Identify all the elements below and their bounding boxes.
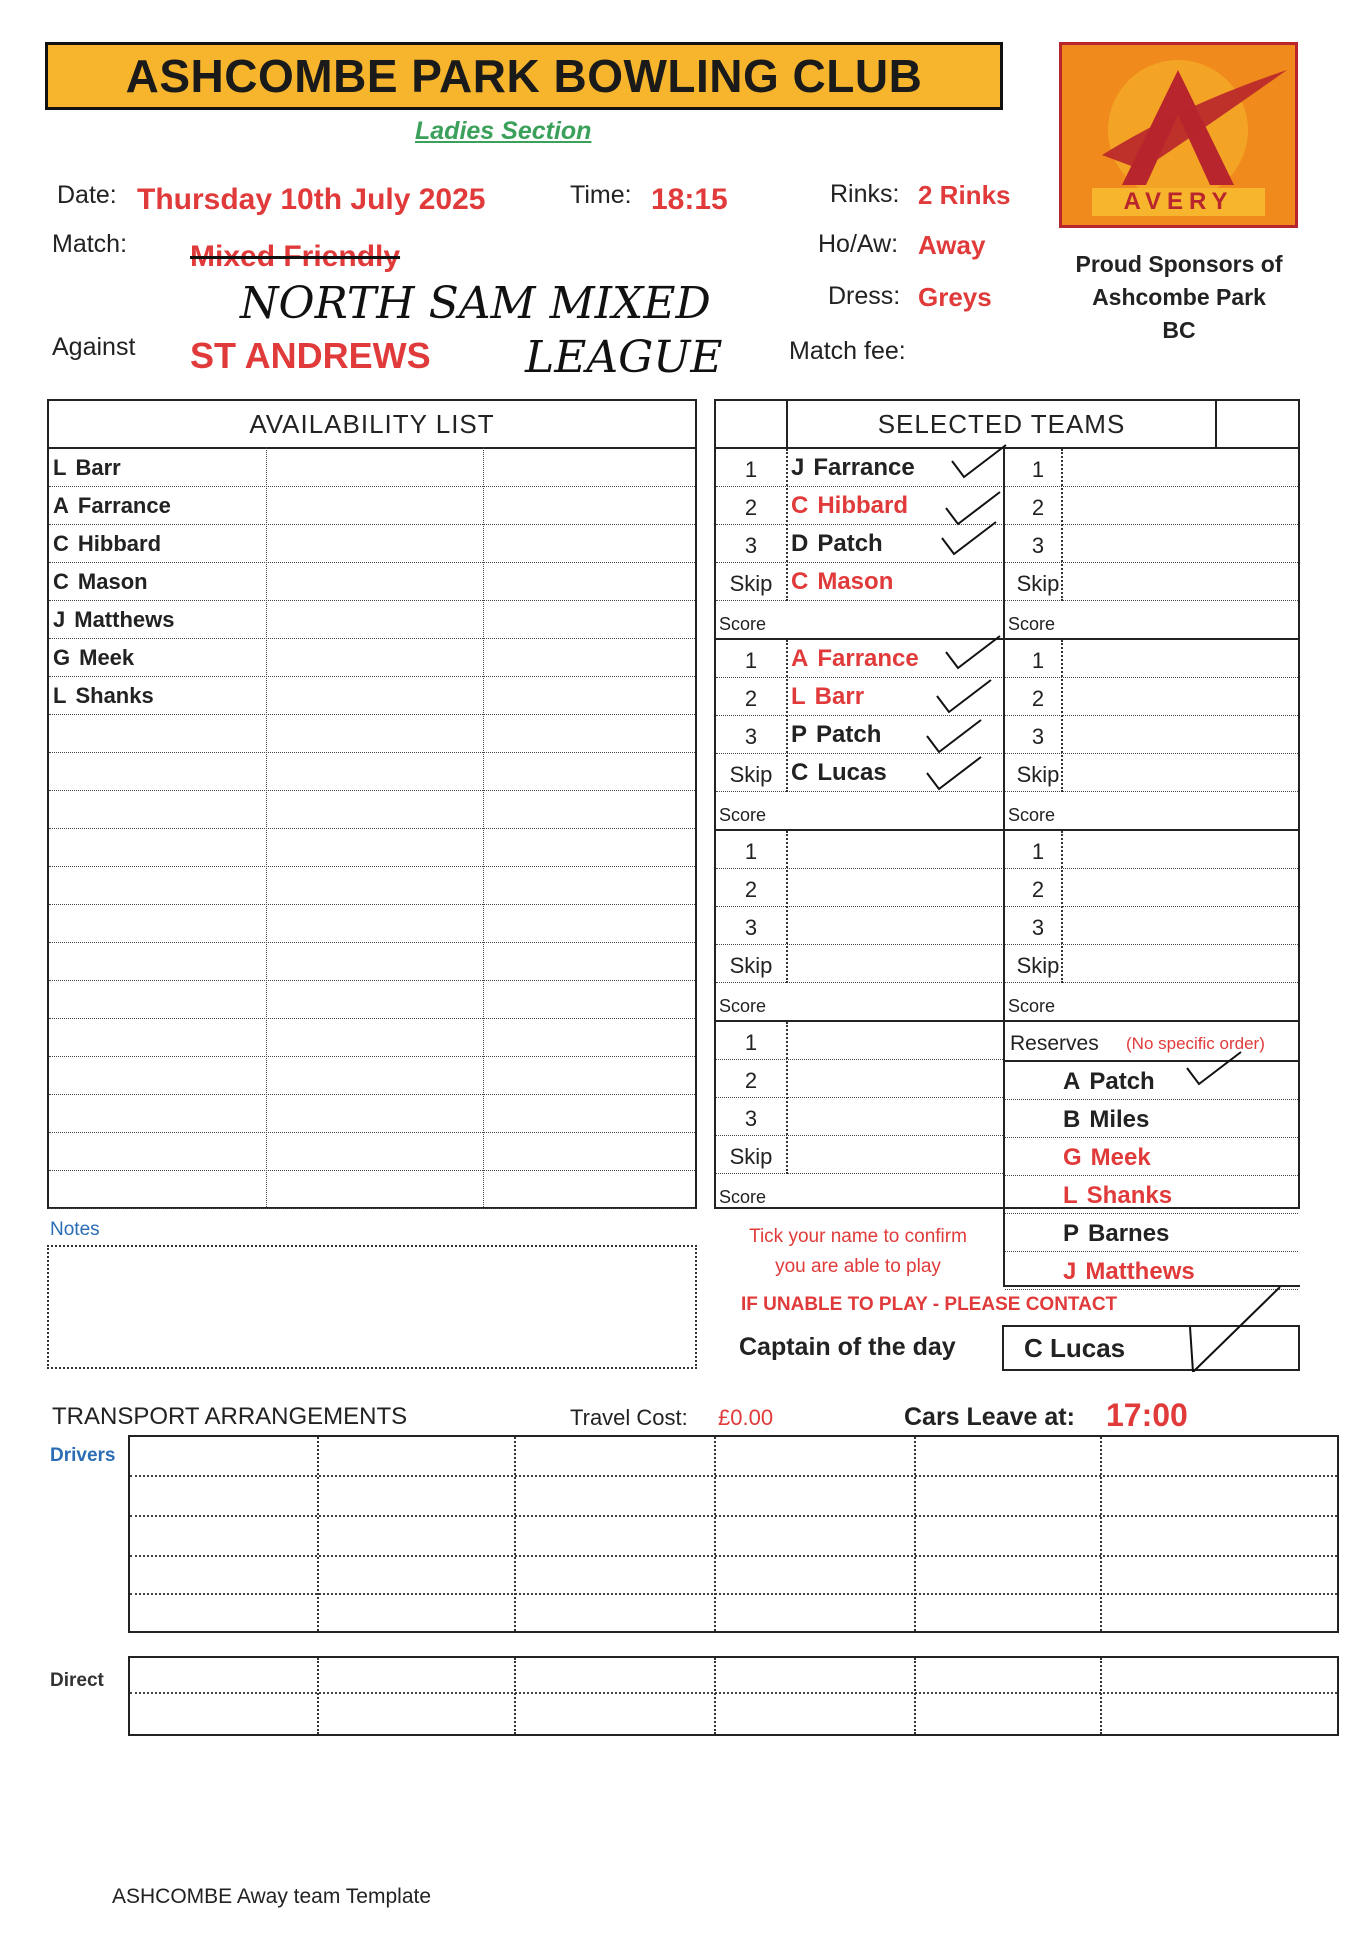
availability-name: C Hibbard bbox=[53, 531, 162, 556]
position-label: 1 bbox=[744, 457, 758, 482]
team-row[interactable] bbox=[716, 907, 1298, 945]
position-label: 3 bbox=[1031, 533, 1045, 558]
position-label: 3 bbox=[744, 533, 758, 558]
availability-row[interactable] bbox=[49, 753, 695, 791]
reserve-row[interactable] bbox=[1005, 1176, 1298, 1214]
player-name: A Farrance bbox=[791, 645, 919, 672]
captain-tick-icon bbox=[1185, 1282, 1285, 1372]
check-tick-icon bbox=[940, 520, 1000, 560]
dress-label: Dress: bbox=[828, 282, 901, 310]
match-handwritten-2: LEAGUE bbox=[525, 332, 723, 383]
player-name: L Barr bbox=[791, 683, 865, 710]
availability-row[interactable] bbox=[49, 867, 695, 905]
divider bbox=[786, 640, 788, 792]
score-label: Score bbox=[719, 996, 767, 1016]
team-row[interactable] bbox=[716, 1098, 1005, 1136]
notes-label: Notes bbox=[50, 1219, 100, 1240]
availability-row[interactable] bbox=[49, 715, 695, 753]
position-label: 3 bbox=[744, 1106, 758, 1131]
player-name: C Hibbard bbox=[791, 492, 909, 519]
availability-row[interactable] bbox=[49, 525, 695, 563]
score-label: Score bbox=[1008, 996, 1056, 1016]
reserve-row[interactable] bbox=[1005, 1062, 1298, 1100]
position-label: 2 bbox=[1031, 495, 1045, 520]
match-fee-label: Match fee: bbox=[789, 337, 906, 365]
score-label: Score bbox=[719, 805, 767, 825]
footer-text: ASHCOMBE Away team Template bbox=[112, 1885, 432, 1908]
availability-row[interactable] bbox=[49, 449, 695, 487]
reserve-name: P Barnes bbox=[1063, 1220, 1170, 1247]
position-label: Skip bbox=[729, 762, 773, 787]
match-handwritten-1: NORTH SAM MIXED bbox=[240, 278, 711, 329]
team-row[interactable] bbox=[716, 640, 1298, 678]
score-label: Score bbox=[1008, 614, 1056, 634]
team-row[interactable] bbox=[716, 525, 1298, 563]
selected-teams-header bbox=[716, 401, 1298, 449]
position-label: 3 bbox=[744, 915, 758, 940]
reserves-note: (No specific order) bbox=[1126, 1034, 1265, 1053]
position-label: 2 bbox=[1031, 686, 1045, 711]
against-value: ST ANDREWS bbox=[190, 335, 431, 376]
position-label: Skip bbox=[1016, 571, 1060, 596]
team-row[interactable] bbox=[716, 869, 1298, 907]
score-label: Score bbox=[719, 1187, 767, 1207]
availability-name: L Shanks bbox=[53, 683, 154, 708]
availability-row[interactable] bbox=[49, 1019, 695, 1057]
reserve-name: L Shanks bbox=[1063, 1182, 1173, 1209]
reserve-row[interactable] bbox=[1005, 1138, 1298, 1176]
availability-row[interactable] bbox=[49, 1171, 695, 1209]
direct-grid[interactable] bbox=[128, 1656, 1339, 1736]
sponsor-line-3: BC bbox=[1162, 317, 1196, 343]
availability-list bbox=[47, 399, 697, 1209]
check-tick-icon bbox=[925, 755, 985, 795]
availability-name: C Mason bbox=[53, 569, 148, 594]
confirm-line-1: Tick your name to confirm bbox=[749, 1226, 967, 1247]
availability-title: AVAILABILITY LIST bbox=[49, 401, 695, 449]
divider bbox=[1061, 831, 1063, 983]
availability-row[interactable] bbox=[49, 563, 695, 601]
availability-divider bbox=[483, 447, 484, 1207]
team-row[interactable] bbox=[716, 716, 1298, 754]
check-tick-icon bbox=[1185, 1050, 1245, 1090]
avery-logo bbox=[1059, 42, 1298, 228]
unable-text: IF UNABLE TO PLAY - PLEASE CONTACT bbox=[741, 1294, 1118, 1315]
reserve-name: G Meek bbox=[1063, 1144, 1151, 1171]
direct-label: Direct bbox=[50, 1670, 104, 1691]
position-label: 1 bbox=[1031, 457, 1045, 482]
availability-row[interactable] bbox=[49, 1095, 695, 1133]
captain-value: C Lucas bbox=[1002, 1325, 1300, 1371]
check-tick-icon bbox=[944, 634, 1004, 674]
position-label: 3 bbox=[1031, 724, 1045, 749]
match-label: Match: bbox=[52, 230, 128, 258]
rinks-value: 2 Rinks bbox=[918, 180, 1011, 210]
position-label: Skip bbox=[1016, 762, 1060, 787]
time-value: 18:15 bbox=[651, 183, 728, 216]
position-label: 1 bbox=[1031, 839, 1045, 864]
availability-row[interactable] bbox=[49, 601, 695, 639]
player-name: P Patch bbox=[791, 721, 882, 748]
reserve-row[interactable] bbox=[1005, 1214, 1298, 1252]
availability-row[interactable] bbox=[49, 943, 695, 981]
cars-leave-value: 17:00 bbox=[1106, 1397, 1188, 1433]
club-title: ASHCOMBE PARK BOWLING CLUB bbox=[45, 42, 1003, 110]
team-row[interactable] bbox=[716, 487, 1298, 525]
hoaw-label: Ho/Aw: bbox=[818, 230, 899, 258]
availability-name: L Barr bbox=[53, 455, 121, 480]
transport-title: TRANSPORT ARRANGEMENTS bbox=[52, 1403, 408, 1430]
section-subtitle: Ladies Section bbox=[415, 117, 592, 145]
drivers-label: Drivers bbox=[50, 1445, 116, 1466]
sponsor-line-2: Ashcombe Park bbox=[1092, 284, 1266, 310]
reserve-name: J Matthews bbox=[1063, 1258, 1195, 1285]
player-name: C Mason bbox=[791, 568, 894, 595]
cars-leave-label: Cars Leave at: bbox=[904, 1403, 1075, 1431]
check-tick-icon bbox=[935, 678, 995, 718]
position-label: 1 bbox=[744, 648, 758, 673]
reserve-row[interactable] bbox=[1005, 1100, 1298, 1138]
position-label: Skip bbox=[729, 571, 773, 596]
team-row[interactable] bbox=[716, 1022, 1005, 1060]
position-label: 3 bbox=[744, 724, 758, 749]
confirm-line-2: you are able to play bbox=[775, 1256, 941, 1277]
selected-teams-title: SELECTED TEAMS bbox=[786, 401, 1217, 447]
position-label: 3 bbox=[1031, 915, 1045, 940]
notes-box[interactable] bbox=[47, 1245, 697, 1369]
position-label: 2 bbox=[744, 1068, 758, 1093]
date-value: Thursday 10th July 2025 bbox=[137, 183, 486, 216]
score-label: Score bbox=[719, 614, 767, 634]
team-row[interactable] bbox=[716, 563, 1298, 601]
divider bbox=[1061, 640, 1063, 792]
availability-row[interactable] bbox=[49, 829, 695, 867]
score-label: Score bbox=[1008, 805, 1056, 825]
date-label: Date: bbox=[57, 181, 117, 209]
availability-divider bbox=[266, 447, 267, 1207]
availability-row[interactable] bbox=[49, 1133, 695, 1171]
divider bbox=[1061, 449, 1063, 601]
logo-text: AVERY bbox=[1123, 188, 1234, 215]
dress-value: Greys bbox=[918, 282, 992, 312]
match-struck-value: Mixed Friendly bbox=[190, 240, 401, 273]
availability-row[interactable] bbox=[49, 791, 695, 829]
player-name: C Lucas bbox=[791, 759, 887, 786]
confirm-text bbox=[718, 1222, 998, 1282]
availability-row[interactable] bbox=[49, 981, 695, 1019]
rinks-label: Rinks: bbox=[830, 180, 900, 208]
position-label: 2 bbox=[744, 686, 758, 711]
position-label: 1 bbox=[1031, 648, 1045, 673]
team-row[interactable] bbox=[716, 831, 1298, 869]
sponsor-line-1: Proud Sponsors of bbox=[1075, 251, 1283, 277]
team-row[interactable] bbox=[716, 945, 1298, 983]
availability-row[interactable] bbox=[49, 1057, 695, 1095]
position-label: 1 bbox=[744, 1030, 758, 1055]
position-label: Skip bbox=[1016, 953, 1060, 978]
player-name: D Patch bbox=[791, 530, 883, 557]
against-label: Against bbox=[52, 333, 136, 361]
travel-cost-value: £0.00 bbox=[718, 1405, 774, 1430]
travel-cost-label: Travel Cost: bbox=[570, 1405, 688, 1430]
rink-2 bbox=[716, 640, 1298, 831]
position-label: 2 bbox=[744, 877, 758, 902]
divider bbox=[1003, 831, 1005, 1022]
divider bbox=[786, 831, 788, 983]
check-tick-icon bbox=[925, 718, 985, 758]
team-row[interactable] bbox=[716, 754, 1298, 792]
player-name: J Farrance bbox=[791, 454, 915, 481]
time-label: Time: bbox=[570, 181, 632, 209]
team-row[interactable] bbox=[716, 1060, 1005, 1098]
reserves-label: Reserves bbox=[1010, 1032, 1099, 1055]
captain-label: Captain of the day bbox=[739, 1333, 956, 1361]
position-label: 1 bbox=[744, 839, 758, 864]
divider bbox=[786, 449, 788, 601]
hoaw-value: Away bbox=[918, 230, 986, 260]
availability-name: A Farrance bbox=[53, 493, 171, 518]
team-row[interactable] bbox=[716, 1136, 1005, 1174]
rink-3 bbox=[716, 831, 1298, 1022]
team-row[interactable] bbox=[716, 678, 1298, 716]
divider bbox=[786, 1022, 788, 1174]
availability-name: G Meek bbox=[53, 645, 135, 670]
position-label: 2 bbox=[744, 495, 758, 520]
availability-row[interactable] bbox=[49, 677, 695, 715]
availability-row[interactable] bbox=[49, 639, 695, 677]
reserve-name: B Miles bbox=[1063, 1106, 1150, 1133]
availability-row[interactable] bbox=[49, 487, 695, 525]
drivers-grid[interactable] bbox=[128, 1435, 1339, 1633]
position-label: 2 bbox=[1031, 877, 1045, 902]
reserve-name: A Patch bbox=[1063, 1068, 1155, 1095]
position-label: Skip bbox=[729, 953, 773, 978]
sponsor-text bbox=[1040, 248, 1318, 347]
check-tick-icon bbox=[950, 443, 1010, 483]
position-label: Skip bbox=[729, 1144, 773, 1169]
availability-name: J Matthews bbox=[53, 607, 175, 632]
availability-row[interactable] bbox=[49, 905, 695, 943]
